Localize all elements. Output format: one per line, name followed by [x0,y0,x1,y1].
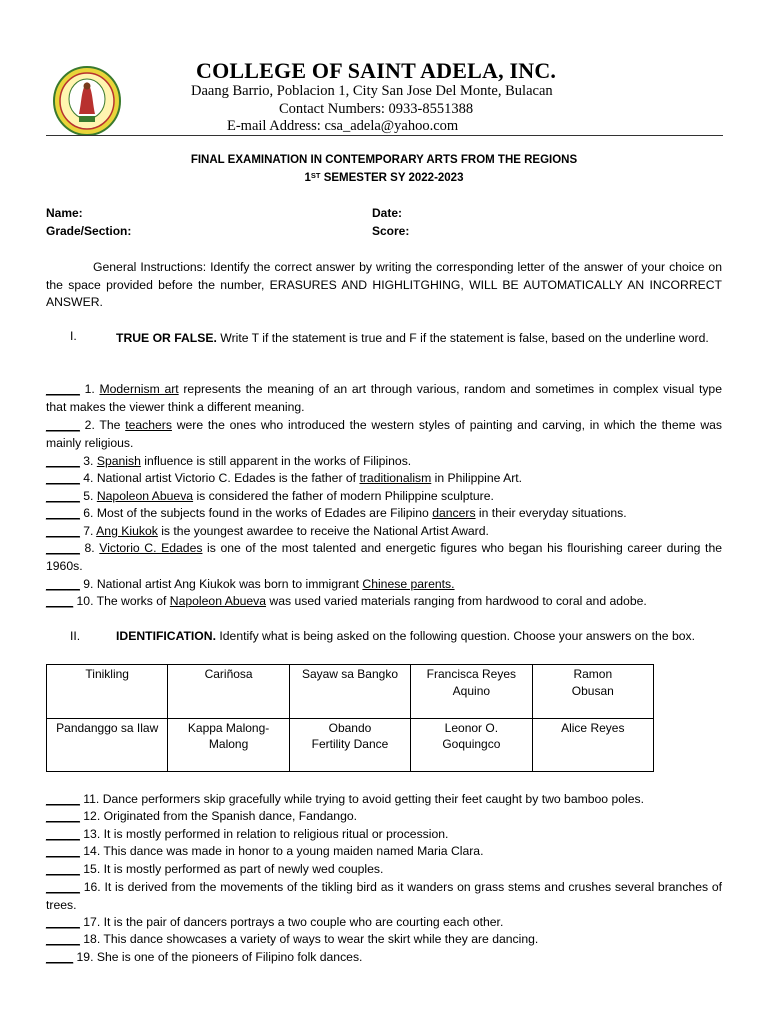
answer-blank: _____ [46,862,80,876]
choice-cell: Francisca Reyes Aquino [411,665,532,719]
underlined-term: Victorio C. Edades [99,541,203,555]
true-false-item [46,540,722,575]
item-number: 5. [83,489,94,503]
choice-cell: Obando Fertility Dance [289,718,410,772]
item-number: 7. [83,524,94,538]
item-number: 19. [76,950,94,964]
identification-item [46,931,722,949]
item-text: This dance was made in honor to a young maiden named Maria Clara. [103,844,484,858]
identification-item [46,879,722,914]
choice-cell: Pandanggo sa Ilaw [47,718,168,772]
answer-blank: _____ [46,915,80,929]
true-false-item [46,523,722,541]
section-1-number: I. [70,329,77,343]
answer-blank: _____ [46,471,80,485]
identification-item [46,808,722,826]
name-label: Name: [46,206,83,220]
underlined-term: Ang Kiukok [96,524,158,538]
school-seal-logo [52,66,122,136]
item-number: 6. [83,506,94,520]
underlined-term: dancers [432,506,476,520]
item-number: 8. [84,541,95,555]
choice-cell: Tinikling [47,665,168,719]
date-label: Date: [372,206,403,220]
answer-blank: ____ [46,950,74,964]
answer-blank: _____ [46,880,80,894]
answer-blank: _____ [46,844,80,858]
item-number: 9. [83,577,94,591]
underlined-term: Modernism art [99,382,179,396]
choice-cell: Kappa Malong-Malong [168,718,289,772]
header-divider [46,135,723,136]
identification-item [46,843,722,861]
item-text: were the ones who introduced the western styles of painting and carving, in which the theme was mainly religious. [46,418,722,450]
choice-cell: Leonor O. Goquingco [411,718,532,772]
true-false-item [46,381,722,416]
answer-blank: _____ [46,792,80,806]
item-text: influence is still apparent in the works of Filipinos. [140,454,412,468]
item-text: It is derived from the movements of the tikling bird as it wanders on grass stems and crushes several branches of trees. [46,880,723,912]
identification-item [46,949,722,967]
school-address: Daang Barrio, Poblacion 1, City San Jose Del Monte, Bulacan [191,83,553,99]
answer-blank: _____ [46,541,80,555]
item-text: National artist Ang Kiukok was born to immigrant [96,577,363,591]
true-false-item [46,593,722,611]
answer-blank: _____ [46,809,80,823]
answer-blank: _____ [46,489,80,503]
section-1-instructions: TRUE OR FALSE. Write T if the statement is true and F if the statement is false, based on the underline word. [116,331,709,345]
identification-item [46,914,722,932]
answer-blank: _____ [46,418,80,432]
underlined-term: Spanish [96,454,141,468]
underlined-term: Napoleon Abueva [96,489,194,503]
identification-item [46,791,722,809]
answer-blank: _____ [46,506,80,520]
answer-blank: _____ [46,524,80,538]
item-number: 10. [76,594,94,608]
choice-cell: Sayaw sa Bangko [289,665,410,719]
true-false-item [46,417,722,452]
underlined-term: teachers [125,418,172,432]
choice-cell: Ramon Obusan [532,665,653,719]
item-text: represents the meaning of an art through various, random and sometimes in complex visual type that makes the viewer think a different meaning. [46,382,722,414]
item-text: It is the pair of dancers portrays a two couple who are courting each other. [103,915,504,929]
identification-item [46,861,722,879]
section-2-number: II. [70,629,81,643]
item-text: It is mostly performed as part of newly wed couples. [103,862,384,876]
semester-line: 1ST SEMESTER SY 2022-2023 [304,171,464,184]
email-address: E-mail Address: csa_adela@yahoo.com [227,118,459,134]
answer-blank: _____ [46,577,80,591]
identification-item [46,826,722,844]
true-false-item [46,488,722,506]
item-number: 2. [84,418,95,432]
section-2-instructions: IDENTIFICATION. Identify what is being asked on the following question. Choose your answers on the box. [116,629,695,643]
item-number: 11. [83,792,100,806]
school-name: COLLEGE OF SAINT ADELA, INC. [196,58,557,83]
item-number: 18. [83,932,101,946]
answer-blank: _____ [46,454,80,468]
item-number: 14. [83,844,101,858]
item-number: 17. [83,915,101,929]
underlined-term: Napoleon Abueva [169,594,267,608]
item-text: is the youngest awardee to receive the National Artist Award. [157,524,489,538]
item-text: in Philippine Art. [431,471,523,485]
item-text: National artist Victorio C. Edades is the father of [96,471,360,485]
item-text: She is one of the pioneers of Filipino folk dances. [96,950,363,964]
item-text: Originated from the Spanish dance, Fandango. [103,809,358,823]
answer-blank: _____ [46,382,80,396]
underlined-term: Chinese parents. [362,577,455,591]
answer-blank: _____ [46,932,80,946]
answer-blank: _____ [46,827,80,841]
item-number: 1. [84,382,95,396]
item-text: in their everyday situations. [475,506,627,520]
true-false-item [46,576,722,594]
general-instructions: General Instructions: Identify the correct answer by writing the corresponding letter of the answer of your choice on the space provided before the number, ERASURES AND HIGHLITGHING, WILL BE AUTOMATICALLY AN INCORRECT ANSWER. [46,260,722,310]
score-label: Score: [372,224,410,238]
item-text: is one of the most talented and energetic figures who began his flourishing career during the 1960s. [46,541,723,573]
answer-choices-box [46,664,654,772]
answer-blank: ____ [46,594,74,608]
item-text: is considered the father of modern Philippine sculpture. [193,489,494,503]
item-number: 15. [83,862,101,876]
item-number: 16. [83,880,101,894]
item-text: was used varied materials ranging from hardwood to coral and adobe. [266,594,647,608]
item-number: 4. [83,471,94,485]
item-text: The [99,418,126,432]
true-false-item [46,505,722,523]
choice-cell: Alice Reyes [532,718,653,772]
choices-row [47,665,654,719]
item-text: Most of the subjects found in the works of Edades are Filipino [96,506,433,520]
choice-cell: Cariñosa [168,665,289,719]
item-number: 3. [83,454,94,468]
item-text: Dance performers skip gracefully while trying to avoid getting their feet caught by two bamboo poles. [102,792,644,806]
item-text: This dance showcases a variety of ways to wear the skirt while they are dancing. [103,932,539,946]
choices-row [47,718,654,772]
true-false-item [46,470,722,488]
item-text: The works of [96,594,170,608]
item-text: It is mostly performed in relation to religious ritual or procession. [103,827,449,841]
true-false-item [46,453,722,471]
item-number: 12. [83,809,101,823]
exam-title: FINAL EXAMINATION IN CONTEMPORARY ARTS FROM THE REGIONS [190,154,578,166]
contact-numbers: Contact Numbers: 0933-8551388 [279,101,474,117]
underlined-term: traditionalism [359,471,432,485]
grade-section-label: Grade/Section: [46,224,132,238]
item-number: 13. [83,827,101,841]
